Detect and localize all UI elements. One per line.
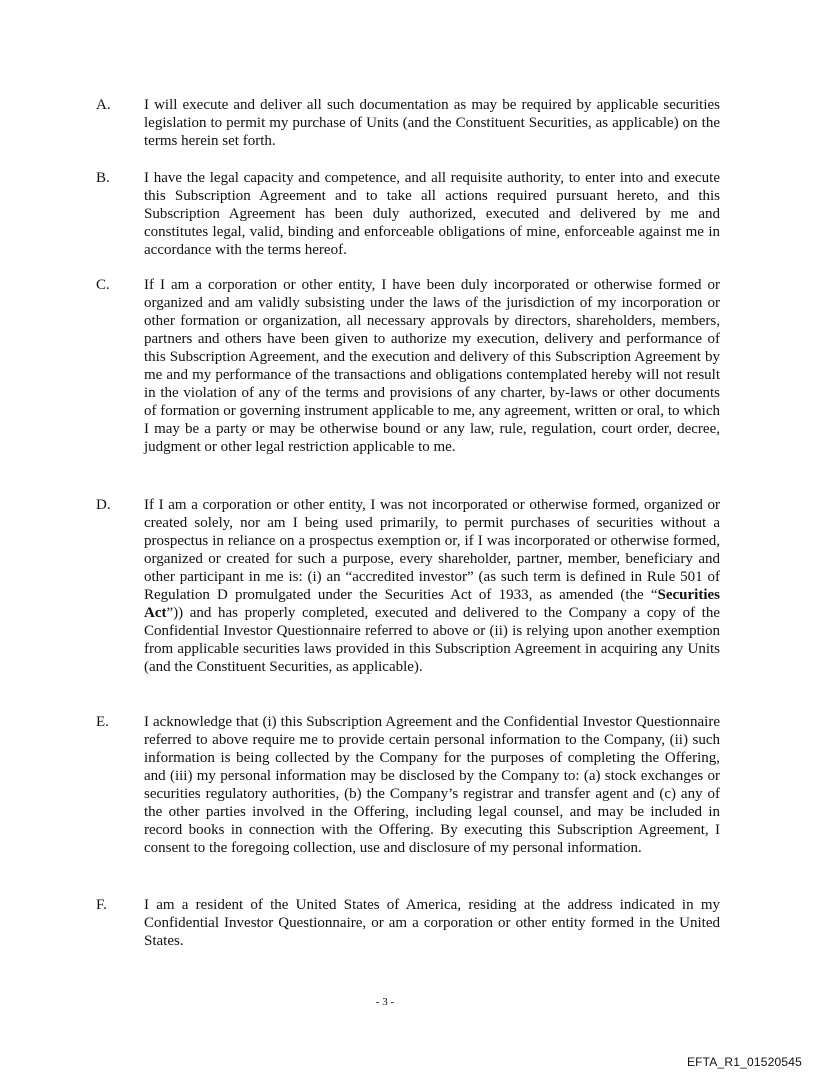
clause-text [144, 496, 720, 676]
clause-c [96, 276, 720, 456]
clause-text-part: ”)) and has properly completed, executed and delivered to the Company a copy of the Confidential Investor Questionnaire referred to above or (ii) is relying upon another exemption from applicable securities laws provided in this Subscription Agreement in acquiring any Units (and the Constituent Securities, as applicable). [144, 605, 720, 675]
clause-text: I am a resident of the United States of America, residing at the address indicated in my Confidential Investor Questionnaire, or am a corporation or other entity formed in the United States. [144, 897, 720, 949]
clause-text: I have the legal capacity and competence, and all requisite authority, to enter into and execute this Subscription Agreement and to take all actions required pursuant hereto, and this Subscription Agreement has been duly authorized, executed and delivered by me and constitutes legal, valid, binding and enforceable obligations of mine, enforceable against me in accordance with the terms hereof. [144, 170, 720, 258]
clause-text-part: If I am a corporation or other entity, I was not incorporated or otherwise formed, organized or created solely, nor am I being used primarily, to permit purchases of securities without a prospectus in reliance on a prospectus exemption or, if I was incorporated or otherwise formed, organized or created for such a purpose, every shareholder, partner, member, beneficiary and other participant in me is: (i) an “accredited investor” (as such term is defined in Rule 501 of Regulation D promulgated under the Securities Act of 1933, as amended (the “ [144, 497, 720, 603]
clause-b [96, 169, 720, 259]
page-number: - 3 - [375, 996, 395, 1008]
clause-text: I will execute and deliver all such documentation as may be required by applicable securities legislation to permit my purchase of Units (and the Constituent Securities, as applicable) on the terms herein set forth. [144, 97, 720, 149]
document-id: EFTA_R1_01520545 [686, 1055, 802, 1069]
clause-letter: C. [96, 277, 110, 293]
clause-letter: E. [96, 714, 109, 730]
clause-letter: B. [96, 170, 110, 186]
clause-text: If I am a corporation or other entity, I have been duly incorporated or otherwise formed or organized and am validly subsisting under the laws of the jurisdiction of my incorporation or other formation or organization, all necessary approvals by directors, shareholders, members, partners and others have been given to authorize my execution, delivery and performance of this Subscription Agreement, and the execution and delivery of this Subscription Agreement by me and my performance of the transactions and obligations contemplated hereby will not result in the violation of any of the terms and provisions of any charter, by-laws or other documents of formation or governing instrument applicable to me, any agreement, written or oral, to which I may be a party or may be otherwise bound or any law, rule, regulation, court order, decree, judgment or other legal restriction applicable to me. [144, 277, 720, 455]
clause-text: I acknowledge that (i) this Subscription Agreement and the Confidential Investor Questionnaire referred to above require me to provide certain personal information to the Company, (ii) such information is being collected by the Company for the purposes of completing the Offering, and (iii) my personal information may be disclosed by the Company to: (a) stock exchanges or securities regulatory authorities, (b) the Company’s registrar and transfer agent and (c) any of the other parties involved in the Offering, including legal counsel, and may be included in record books in connection with the Offering. By executing this Subscription Agreement, I consent to the foregoing collection, use and disclosure of my personal information. [144, 714, 720, 856]
clause-d [96, 496, 720, 676]
clause-f [96, 896, 720, 950]
defined-term: Securities Act [144, 587, 720, 621]
clause-letter: F. [96, 897, 107, 913]
clause-e [96, 713, 720, 857]
clause-a [96, 96, 720, 150]
clause-letter: A. [96, 97, 111, 113]
clause-letter: D. [96, 497, 111, 513]
